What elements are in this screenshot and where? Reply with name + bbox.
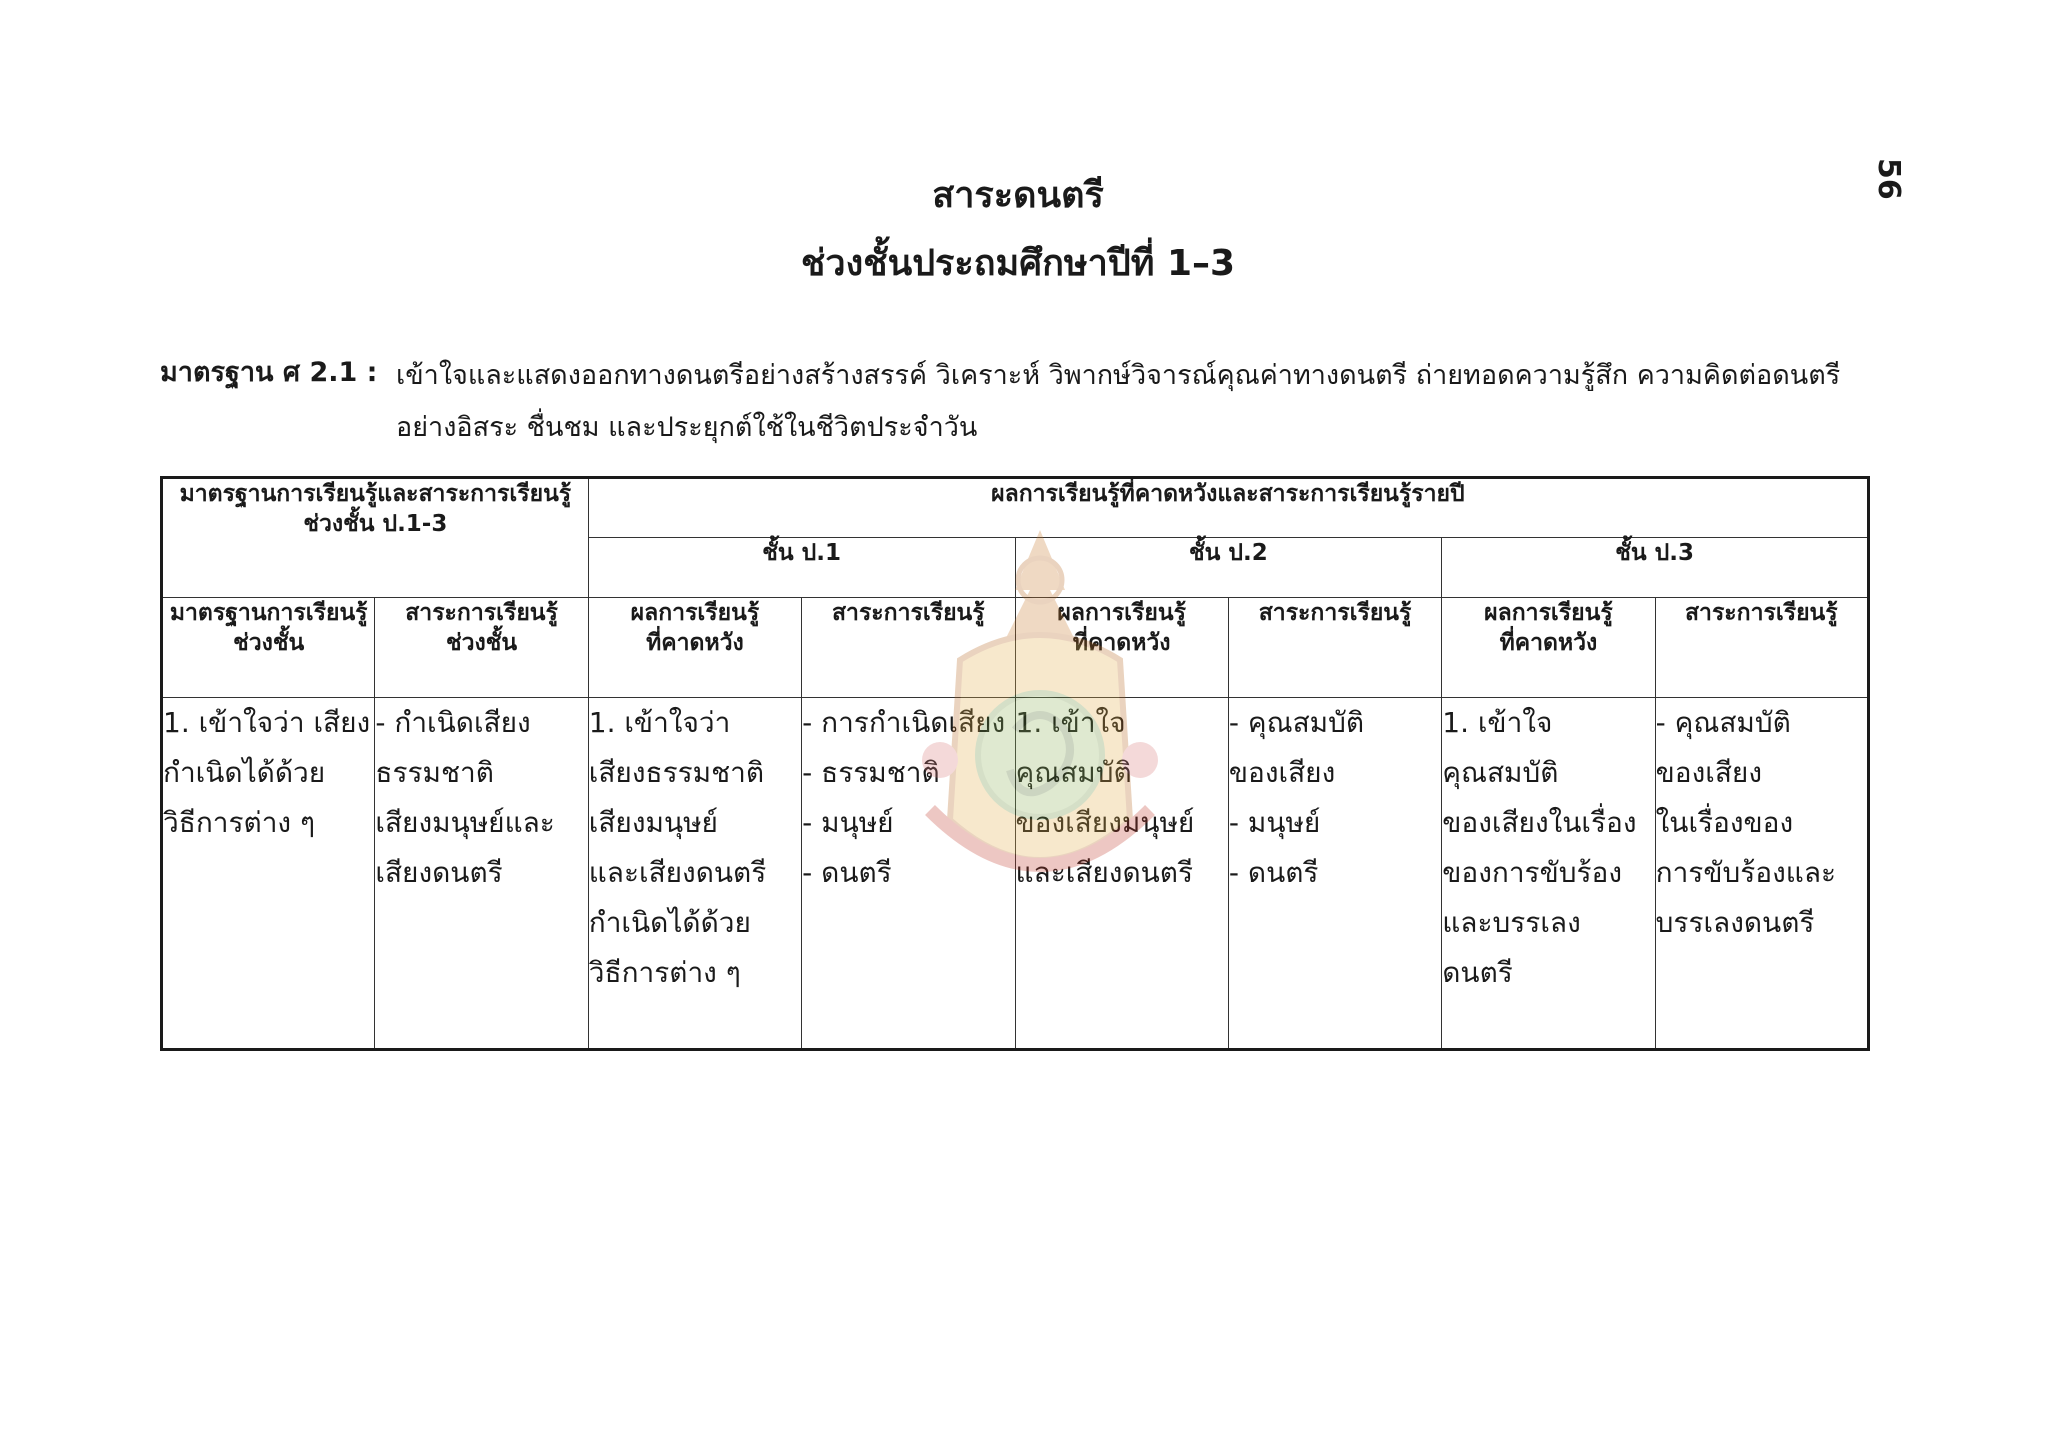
cell-p1-content: - การกำเนิดเสียง - ธรรมชาติ - มนุษย์ - ดนตรี bbox=[802, 698, 1015, 1050]
cell-p3-content: - คุณสมบัติ ของเสียง ในเรื่องของ การขับร้องและ บรรเลงดนตรี bbox=[1655, 698, 1868, 1050]
cell-p3-outcomes: 1. เข้าใจคุณสมบัติ ของเสียงในเรื่อง ของการขับร้อง และบรรเลง ดนตรี bbox=[1442, 698, 1655, 1050]
subheader-p2-content: สาระการเรียนรู้ bbox=[1228, 598, 1441, 698]
page-title: สาระดนตรี bbox=[932, 175, 1104, 216]
grade-header-p3: ชั้น ป.3 bbox=[1442, 538, 1869, 598]
cell-p2-outcomes: 1. เข้าใจคุณสมบัติ ของเสียงมนุษย์ และเสียงดนตรี bbox=[1015, 698, 1228, 1050]
curriculum-table bbox=[160, 476, 1870, 1051]
cell-range-standard: 1. เข้าใจว่า เสียง กำเนิดได้ด้วย วิธีการต่าง ๆ bbox=[162, 698, 375, 1050]
grade-header-p1: ชั้น ป.1 bbox=[588, 538, 1015, 598]
subheader-p3-outcomes: ผลการเรียนรู้ ที่คาดหวัง bbox=[1442, 598, 1655, 698]
cell-p2-content: - คุณสมบัติ ของเสียง - มนุษย์ - ดนตรี bbox=[1228, 698, 1441, 1050]
table-row bbox=[162, 698, 1869, 1050]
header-standards-ranges: มาตรฐานการเรียนรู้และสาระการเรียนรู้ ช่วงชั้น ป.1-3 bbox=[162, 478, 589, 598]
standard-description: เข้าใจและแสดงออกทางดนตรีอย่างสร้างสรรค์ วิเคราะห์ วิพากษ์วิจารณ์คุณค่าทางดนตรี ถ่ายทอดความรู้สึก ความคิดต่อดนตรีอย่างอิสระ ชื่นชม และประยุกต์ใช้ในชีวิตประจำวัน bbox=[396, 360, 1841, 443]
grade-header-p2: ชั้น ป.2 bbox=[1015, 538, 1442, 598]
cell-p1-outcomes: 1. เข้าใจว่า เสียงธรรมชาติ เสียงมนุษย์ และเสียงดนตรี กำเนิดได้ด้วย วิธีการต่าง ๆ bbox=[588, 698, 801, 1050]
subheader-p1-content: สาระการเรียนรู้ bbox=[802, 598, 1015, 698]
subheader-range-content: สาระการเรียนรู้ ช่วงชั้น bbox=[375, 598, 588, 698]
standard-label: มาตรฐาน ศ 2.1 : bbox=[160, 357, 378, 388]
subheader-range-standard: มาตรฐานการเรียนรู้ ช่วงชั้น bbox=[162, 598, 375, 698]
subheader-p1-outcomes: ผลการเรียนรู้ ที่คาดหวัง bbox=[588, 598, 801, 698]
page-subtitle: ช่วงชั้นประถมศึกษาปีที่ 1–3 bbox=[800, 243, 1236, 284]
header-annual-outcomes: ผลการเรียนรู้ที่คาดหวังและสาระการเรียนรู้รายปี bbox=[588, 478, 1868, 538]
subheader-p2-outcomes: ผลการเรียนรู้ ที่คาดหวัง bbox=[1015, 598, 1228, 698]
page-number: 56 bbox=[1871, 158, 1906, 200]
cell-range-content: - กำเนิดเสียง ธรรมชาติ เสียงมนุษย์และ เสียงดนตรี bbox=[375, 698, 588, 1050]
subheader-p3-content: สาระการเรียนรู้ bbox=[1655, 598, 1868, 698]
